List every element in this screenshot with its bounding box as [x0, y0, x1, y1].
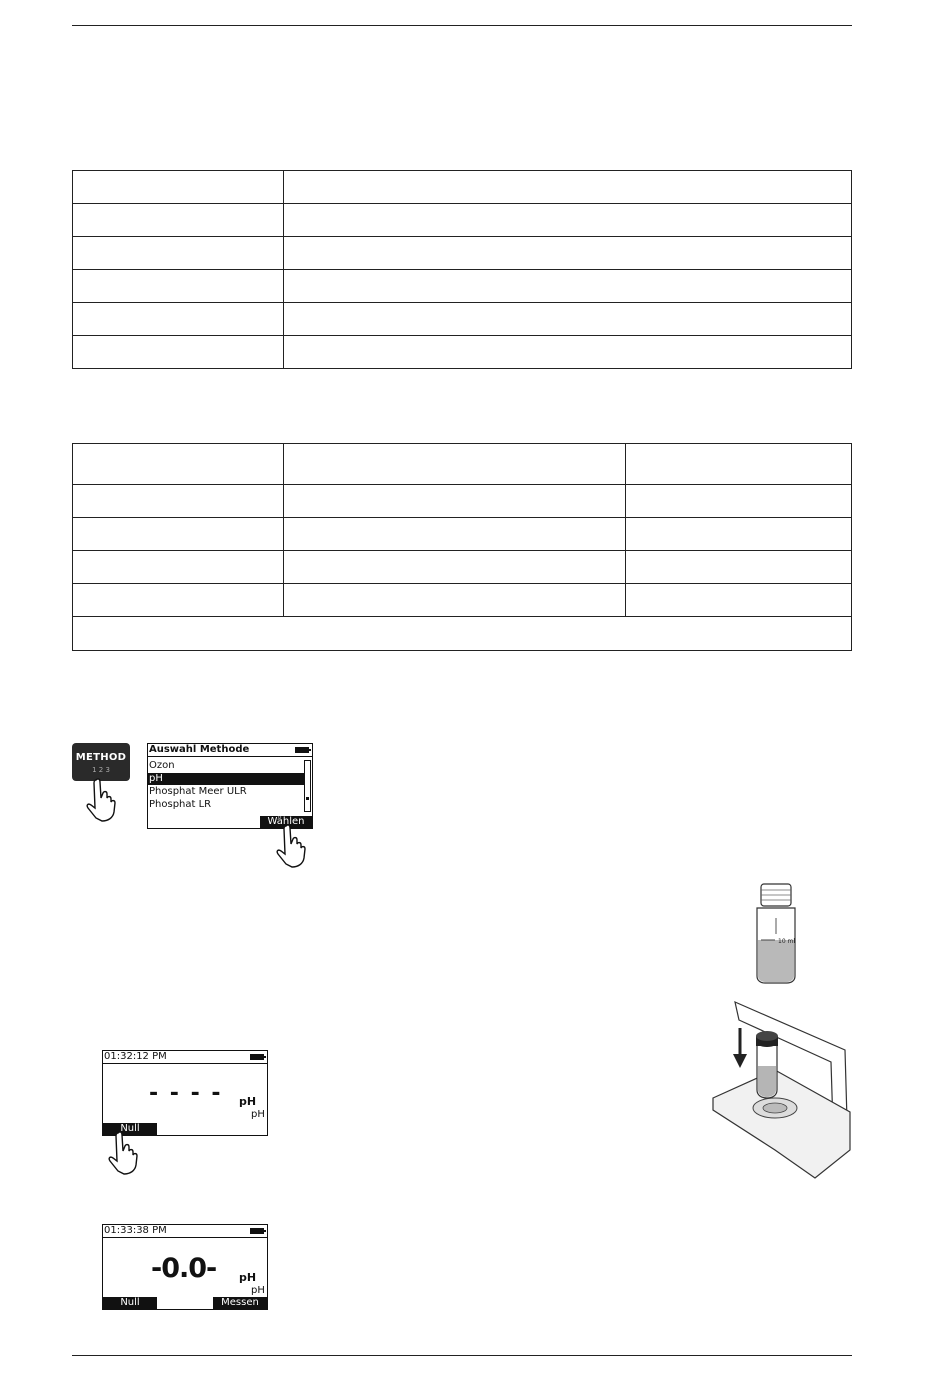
table-cell [73, 485, 284, 518]
scrollbar-thumb [306, 797, 309, 800]
table-cell [73, 204, 284, 237]
vial-scale-label: 10 ml [778, 938, 796, 945]
reagent-table [72, 443, 852, 651]
method-key[interactable] [72, 743, 130, 781]
table-cell [73, 237, 284, 270]
table-cell [626, 584, 852, 617]
table-cell [73, 270, 284, 303]
reading-unit: pH [239, 1095, 257, 1108]
pointing-hand-icon [104, 1131, 144, 1175]
table-row [73, 485, 852, 518]
battery-icon [250, 1228, 264, 1234]
measure-softkey[interactable]: Messen [213, 1297, 267, 1309]
pointing-hand-icon [82, 778, 122, 822]
table-cell [284, 518, 626, 551]
table-cell [73, 584, 284, 617]
table-header-row [73, 444, 852, 485]
method-select-screen [147, 743, 313, 829]
table-cell [73, 303, 284, 336]
table-footer-row [73, 617, 852, 651]
reading-subunit: pH [251, 1109, 265, 1120]
scrollbar[interactable] [304, 760, 311, 812]
table-row [73, 518, 852, 551]
zero-softkey[interactable]: Null [103, 1123, 157, 1135]
table-cell [626, 485, 852, 518]
measure-screen [102, 1224, 268, 1310]
table-row [73, 171, 852, 204]
table-cell [284, 270, 852, 303]
reading-value: -0.0- [151, 1253, 217, 1284]
table-row [73, 204, 852, 237]
pointing-hand-icon [272, 824, 312, 868]
method-key-sublabel: 1 2 3 [92, 766, 110, 774]
table-cell [626, 551, 852, 584]
header-rule [72, 25, 852, 26]
reading-value: - - - - [149, 1081, 223, 1106]
table-row [73, 336, 852, 369]
table-cell [284, 485, 626, 518]
table-cell [73, 444, 284, 485]
table-cell [284, 303, 852, 336]
table-cell [284, 444, 626, 485]
zero-softkey[interactable]: Null [103, 1297, 157, 1309]
screen-time: 01:33:38 PM [103, 1225, 267, 1238]
screen-title: Auswahl Methode [148, 744, 312, 757]
table-row [73, 551, 852, 584]
battery-icon [295, 747, 309, 753]
select-softkey[interactable]: Wählen [260, 816, 312, 828]
method-key-label: METHOD [75, 752, 127, 763]
info-table [72, 170, 852, 369]
reading-unit: pH [239, 1271, 257, 1284]
table-row [73, 270, 852, 303]
table-cell [73, 336, 284, 369]
menu-item[interactable]: Ozon [149, 760, 175, 771]
menu-item-selected[interactable]: pH [148, 773, 304, 785]
table-row [73, 303, 852, 336]
table-cell [284, 584, 626, 617]
table-cell [73, 617, 852, 651]
menu-item[interactable]: Phosphat LR [149, 799, 212, 810]
table-row [73, 237, 852, 270]
table-cell [284, 237, 852, 270]
vial-insertion-illustration [705, 1000, 855, 1180]
table-row [73, 584, 852, 617]
table-cell [626, 518, 852, 551]
table-cell [284, 204, 852, 237]
zero-screen [102, 1050, 268, 1136]
table-cell [626, 444, 852, 485]
table-cell [73, 171, 284, 204]
menu-item[interactable]: Phosphat Meer ULR [149, 786, 247, 797]
table-cell [73, 551, 284, 584]
battery-icon [250, 1054, 264, 1060]
table-cell [284, 551, 626, 584]
table-cell [284, 171, 852, 204]
sample-vial-illustration [745, 882, 807, 984]
reading-subunit: pH [251, 1285, 265, 1296]
table-cell [73, 518, 284, 551]
footer-rule [72, 1355, 852, 1356]
screen-time: 01:32:12 PM [103, 1051, 267, 1064]
table-cell [284, 336, 852, 369]
